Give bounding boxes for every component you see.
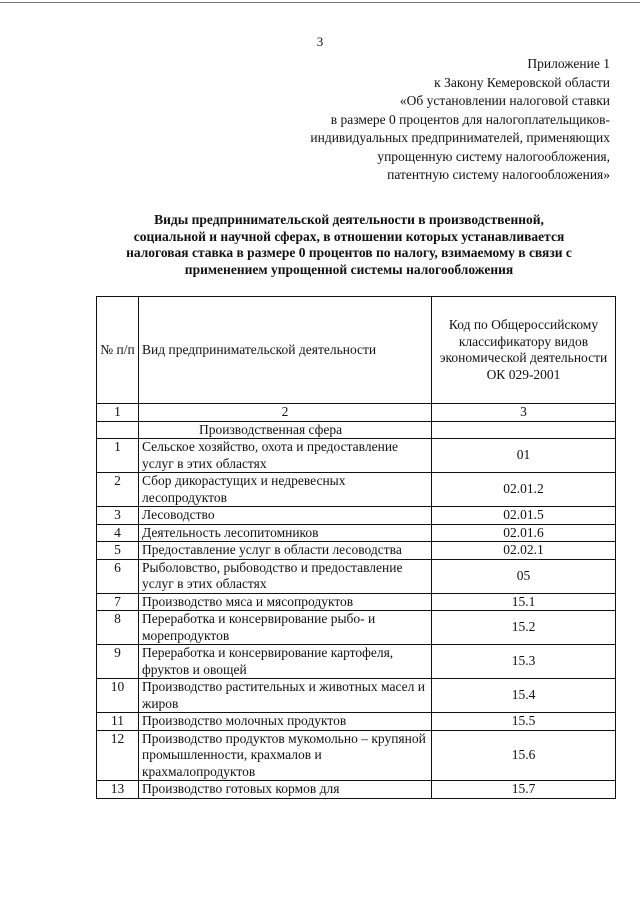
table-row: [97, 730, 616, 781]
header-num: № п/п: [97, 297, 139, 404]
appendix-line: к Закону Кемеровской области: [434, 74, 610, 90]
row-number: 3: [97, 507, 139, 525]
table-row: [97, 439, 616, 473]
row-activity: Производство растительных и животных масел и жиров: [139, 679, 432, 713]
row-code: 15.7: [432, 781, 616, 799]
row-code: 15.1: [432, 593, 616, 611]
row-activity: Лесоводство: [139, 507, 432, 525]
row-code: 15.4: [432, 679, 616, 713]
table-row: [97, 507, 616, 525]
row-code: 15.3: [432, 645, 616, 679]
row-activity: Переработка и консервирование рыбо- и морепродуктов: [139, 611, 432, 645]
row-activity: Деятельность лесопитомников: [139, 524, 432, 542]
page-number: 3: [316, 34, 324, 49]
row-number: 6: [97, 559, 139, 593]
row-activity: Производство молочных продуктов: [139, 713, 432, 731]
row-activity: Сельское хозяйство, охота и предоставление услуг в этих областях: [139, 439, 432, 473]
page-top-rule: [0, 2, 640, 3]
row-number: 7: [97, 593, 139, 611]
table-row: [97, 645, 616, 679]
column-number-row: [97, 404, 616, 422]
column-number: 3: [432, 404, 616, 422]
title-line: применением упрощенной системы налогообложения: [184, 261, 514, 277]
header-code: Код по Общероссийскому классификатору видов экономической деятельности ОК 029-2001: [432, 297, 616, 404]
title-line: Виды предпринимательской деятельности в производственной,: [154, 212, 544, 227]
row-activity: Переработка и консервирование картофеля, фруктов и овощей: [139, 645, 432, 679]
table-row: [97, 679, 616, 713]
appendix-line: упрощенную систему налогообложения,: [377, 148, 610, 164]
row-number: 13: [97, 781, 139, 799]
row-code: 02.01.6: [432, 524, 616, 542]
row-activity: Предоставление услуг в области лесоводства: [139, 542, 432, 560]
appendix-line: патентную систему налогообложения»: [387, 167, 610, 182]
row-number: 5: [97, 542, 139, 560]
table-row: [97, 473, 616, 507]
row-code: 02.01.5: [432, 507, 616, 525]
table-row: [97, 611, 616, 645]
column-number: 2: [139, 404, 432, 422]
row-number: 1: [97, 439, 139, 473]
header-activity: Вид предпринимательской деятельности: [139, 297, 432, 404]
row-code: 15.2: [432, 611, 616, 645]
row-code: 02.01.2: [432, 473, 616, 507]
row-number: 9: [97, 645, 139, 679]
row-number: 10: [97, 679, 139, 713]
row-code: 02.02.1: [432, 542, 616, 560]
appendix-line: индивидуальных предпринимателей, применяющих: [310, 130, 610, 145]
row-activity: Производство готовых кормов для: [139, 781, 432, 799]
row-number: 8: [97, 611, 139, 645]
appendix-line: «Об установлении налоговой ставки: [399, 93, 610, 108]
table-row: [97, 559, 616, 593]
row-number: 11: [97, 713, 139, 731]
appendix-line: Приложение 1: [527, 56, 610, 71]
table-row: [97, 781, 616, 799]
row-code: 15.6: [432, 730, 616, 781]
table-row: [97, 524, 616, 542]
row-activity: Производство продуктов мукомольно – крупяной промышленности, крахмалов и крахмалопродуктов: [139, 730, 432, 781]
appendix-line: в размере 0 процентов для налогоплательщиков-: [330, 111, 610, 127]
title-line: социальной и научной сферах, в отношении которых устанавливается: [133, 228, 565, 244]
row-number: 12: [97, 730, 139, 781]
row-activity: Рыболовство, рыбоводство и предоставление услуг в этих областях: [139, 559, 432, 593]
section-row: [97, 421, 616, 439]
table-row: [97, 593, 616, 611]
table-row: [97, 713, 616, 731]
appendix-block: [190, 55, 610, 185]
header-row: [97, 297, 616, 404]
row-code: 05: [432, 559, 616, 593]
row-number: 4: [97, 524, 139, 542]
table-row: [97, 542, 616, 560]
row-activity: Производство мяса и мясопродуктов: [139, 593, 432, 611]
title-line: налоговая ставка в размере 0 процентов по налогу, взимаемому в связи с: [126, 245, 572, 260]
section-label: Производственная сфера: [139, 421, 432, 439]
activities-table: [96, 296, 616, 799]
row-code: 01: [432, 439, 616, 473]
document-title: [88, 212, 610, 278]
row-code: 15.5: [432, 713, 616, 731]
row-activity: Сбор дикорастущих и недревесных лесопродуктов: [139, 473, 432, 507]
row-number: 2: [97, 473, 139, 507]
column-number: 1: [97, 404, 139, 422]
